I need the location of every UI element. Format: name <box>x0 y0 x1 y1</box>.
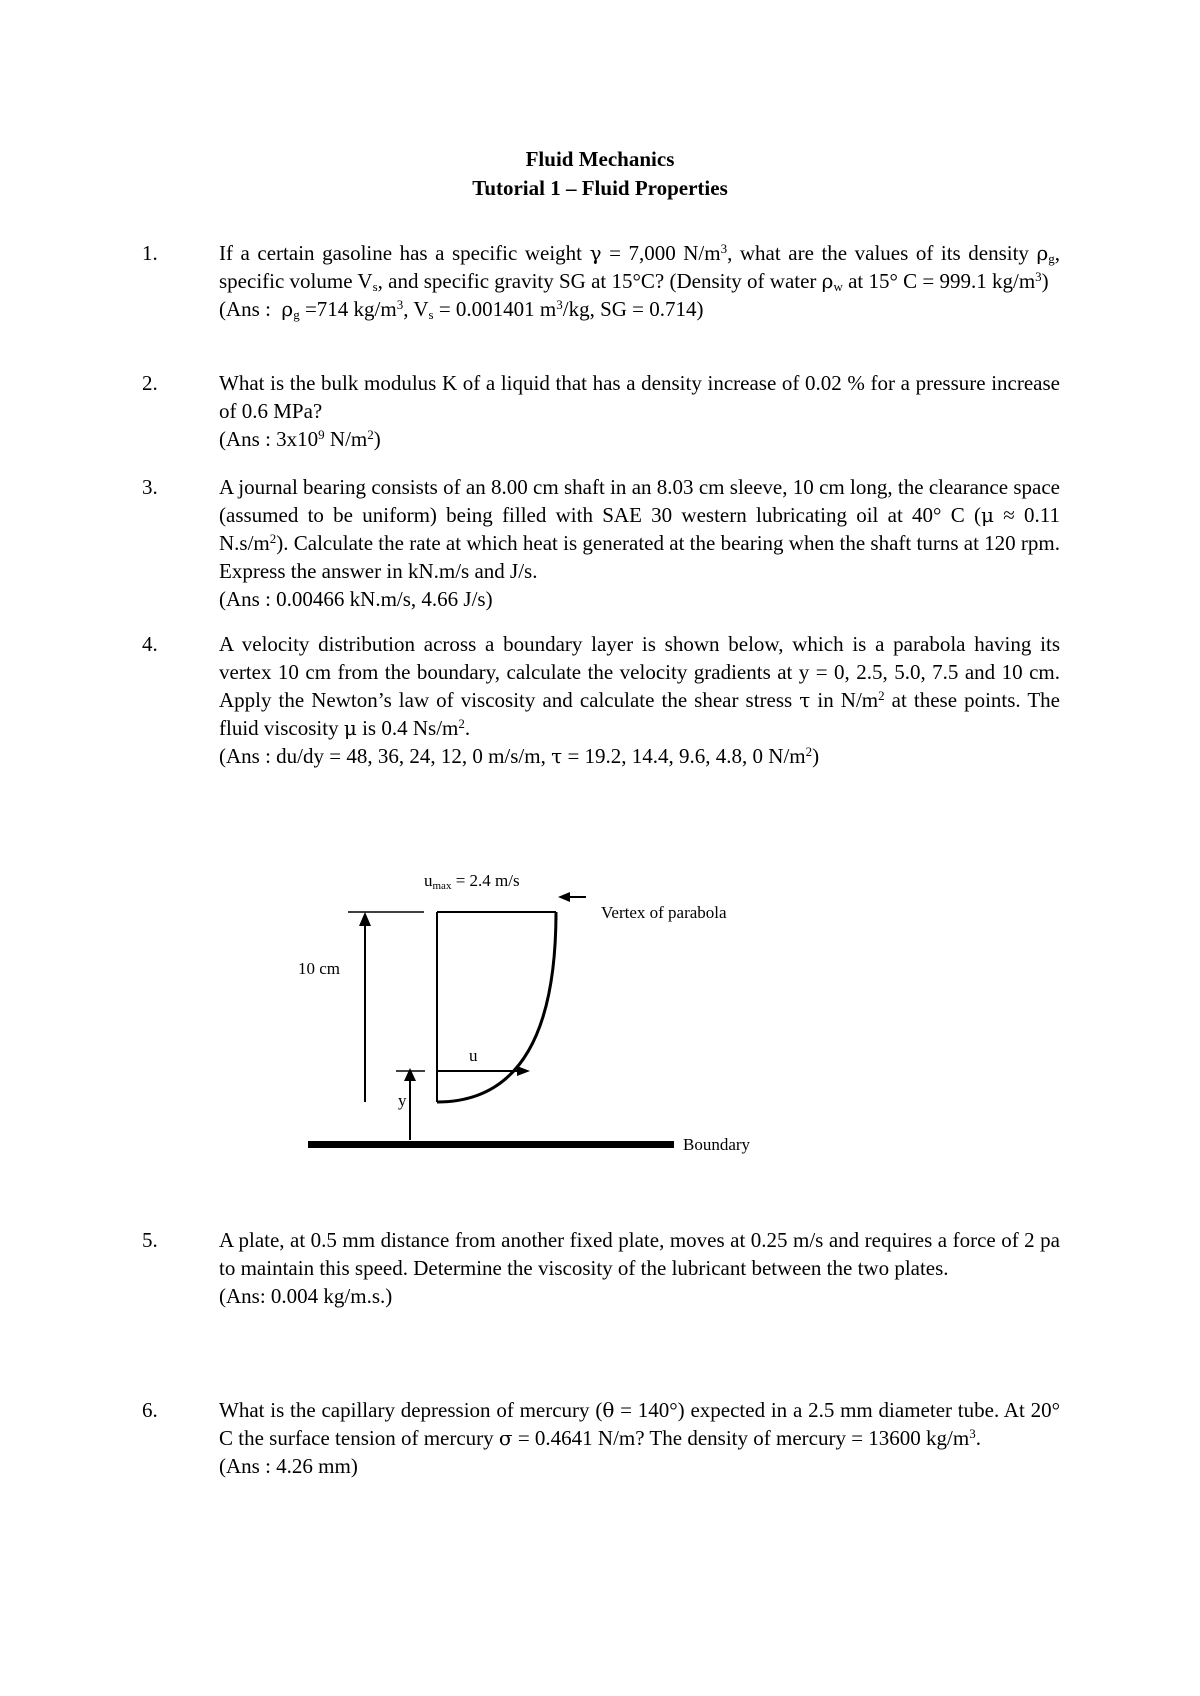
question-text: If a certain gasoline has a specific weight γ = 7,000 $N/m^3$, what are the values of its density $\rho_g$, specific volume $V_s$, and specific gravity SG at 15°C? (Density of water $\rho_w$ at 15° C = 999.1 $kg/m^3$) <box>219 241 1060 294</box>
question-answer: (Ans : 0.00466 kN.m/s, 4.66 J/s) <box>219 587 493 611</box>
umax-label: umax = 2.4 m/s <box>424 871 520 892</box>
question-number: 4. <box>142 632 158 656</box>
page-subtitle: Tutorial 1 – Fluid Properties <box>472 176 728 200</box>
question-6 <box>142 1396 1060 1480</box>
page-title: Fluid Mechanics <box>525 147 675 171</box>
y-arrow-head <box>404 1068 416 1081</box>
u-label: u <box>469 1046 478 1065</box>
u-arrow-head <box>517 1066 530 1076</box>
boundary-wall <box>308 1141 674 1148</box>
vertex-label: Vertex of parabola <box>601 903 727 922</box>
velocity-parabola <box>437 912 556 1102</box>
question-number: 1. <box>142 241 158 265</box>
question-answer: (Ans: 0.004 kg/m.s.) <box>219 1284 393 1308</box>
y-label: y <box>398 1091 407 1110</box>
question-text: What is the capillary depression of mercury (θ = 140°) expected in a 2.5 mm diameter tube. At 20° C the surface tension of mercury σ = 0.4641 N/m? The density of mercury = 13600 $kg/m^3$. <box>219 1398 1060 1450</box>
question-number: 6. <box>142 1398 158 1422</box>
boundary-label: Boundary <box>683 1135 751 1154</box>
question-text: What is the bulk modulus K of a liquid that has a density increase of 0.02 % for a pressure increase of 0.6 MPa? <box>219 371 1060 423</box>
height-arrow-head <box>359 912 371 926</box>
question-number: 3. <box>142 475 158 499</box>
vertex-arrow-head <box>558 892 570 902</box>
question-5 <box>142 1226 1060 1310</box>
question-text: A velocity distribution across a boundary layer is shown below, which is a parabola having its vertex 10 cm from the boundary, calculate the velocity gradients at y = 0, 2.5, 5.0, 7.5 and 10 cm. Apply the Newton’s law of viscosity and calculate the shear stress τ in $N/m^2$ at these points. The fluid viscosity μ is 0.4 $Ns/m^2$. <box>219 632 1060 740</box>
height-label: 10 cm <box>298 959 341 978</box>
question-answer: (Ans : 4.26 mm) <box>219 1454 358 1478</box>
question-number: 2. <box>142 371 158 395</box>
question-text: A plate, at 0.5 mm distance from another fixed plate, moves at 0.25 m/s and requires a force of 2 pa to maintain this speed. Determine the viscosity of the lubricant between the two plates. <box>219 1228 1060 1280</box>
question-answer: (Ans : $3x10^9$ $N/m^2$) <box>219 427 381 451</box>
question-number: 5. <box>142 1228 158 1252</box>
question-text: A journal bearing consists of an 8.00 cm shaft in an 8.03 cm sleeve, 10 cm long, the clearance space (assumed to be uniform) being filled with SAE 30 western lubricating oil at 40° C (μ ≈ 0.11 $N.s/m^2$). Calculate the rate at which heat is generated at the bearing when the shaft turns at 120 rpm. Express the answer in kN.m/s and J/s. <box>219 475 1060 583</box>
question-answer: (Ans : du/dy = 48, 36, 24, 12, 0 m/s/m, τ = 19.2, 14.4, 9.6, 4.8, 0 $N/m^2$) <box>219 744 820 768</box>
question-answer: (Ans : $\rho_g =714$ $kg/m^3$, $V_s = 0.001401$ $m^3/kg$, SG = 0.714) <box>219 297 704 322</box>
